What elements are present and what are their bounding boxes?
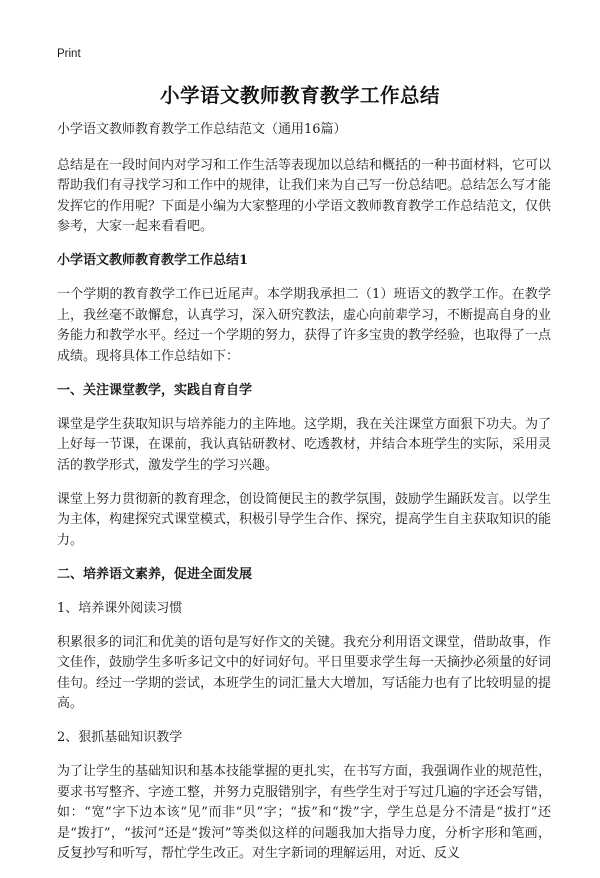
sub-heading-reading: 1、培养课外阅读习惯 bbox=[57, 600, 183, 616]
paragraph-1a: 课堂是学生获取知识与培养能力的主阵地。这学期，我在关注课堂方面狠下功夫。为了上好每一节课，在课前，我认真钻研教材、吃透教材，并结合本班学生的实际，采用灵活的教学形式，激发学生的学习兴趣。 bbox=[57, 416, 552, 473]
heading-one: 一、关注课堂教学，实践自育自学 bbox=[57, 382, 253, 398]
paragraph-1b: 课堂上努力贯彻新的教育理念，创设简便民主的教学氛围，鼓励学生踊跃发言。以学生为主体，构建探究式课堂模式，积极引导学生合作、探究，提高学生自主获取知识的能力。 bbox=[57, 491, 552, 548]
page-title: 小学语文教师教育教学工作总结 bbox=[159, 84, 440, 107]
document-body bbox=[57, 120, 551, 878]
section-title: 小学语文教师教育教学工作总结1 bbox=[57, 253, 249, 268]
opening-paragraph: 一个学期的教育教学工作已近尾声。本学期我承担二（1）班语文的教学工作。在教学上，我丝毫不敢懈怠，认真学习，深入研究教法，虚心向前辈学习，不断提高自身的业务能力和教学水平。经过一个学期的努力，获得了许多宝贵的教学经验，也取得了一点成绩。现将具体工作总结如下： bbox=[57, 287, 552, 364]
paragraph-2a: 积累很多的词汇和优美的语句是写好作文的关键。我充分利用语文课堂，借助故事，作文佳作，鼓励学生多听多记文中的好词好句。平日里要求学生每一天摘抄必须量的好词佳句。经过一学期的尝试，本班学生的词汇量大大增加，写话能力也有了比较明显的提高。 bbox=[57, 634, 552, 711]
print-link[interactable]: Print bbox=[57, 48, 81, 60]
heading-two: 二、培养语文素养，促进全面发展 bbox=[57, 566, 253, 582]
sub-heading-basics: 2、狠抓基础知识教学 bbox=[57, 730, 183, 745]
intro-paragraph: 总结是在一段时间内对学习和工作生活等表现加以总结和概括的一种书面材料，它可以帮助我们有寻找学习和工作中的规律，让我们来为自己写一份总结吧。总结怎么写才能发挥它的作用呢？下面是小编为大家整理的小学语文教师教育教学工作总结范文，仅供参考，大家一起来看看吧。 bbox=[57, 157, 552, 234]
paragraph-2b: 为了让学生的基础知识和基本技能掌握的更扎实，在书写方面，我强调作业的规范性，要求书写整齐、字迹工整，并努力克服错别字，有些学生对于写过几遍的字还会写错，如：“宽”字下边本该“见”而非“贝”字；“拔”和“拨”字，学生总是分不清是“拔打”还是“拨打”，“拔河”还是“拨河”等类似这样的问题我加大指导力度，分析字形和笔画，反复抄写和听写，帮忙学生改正。对生字新词的理解运用，对近、反义 bbox=[57, 764, 552, 861]
document-subtitle: 小学语文教师教育教学工作总结范文（通用16篇） bbox=[57, 122, 347, 137]
